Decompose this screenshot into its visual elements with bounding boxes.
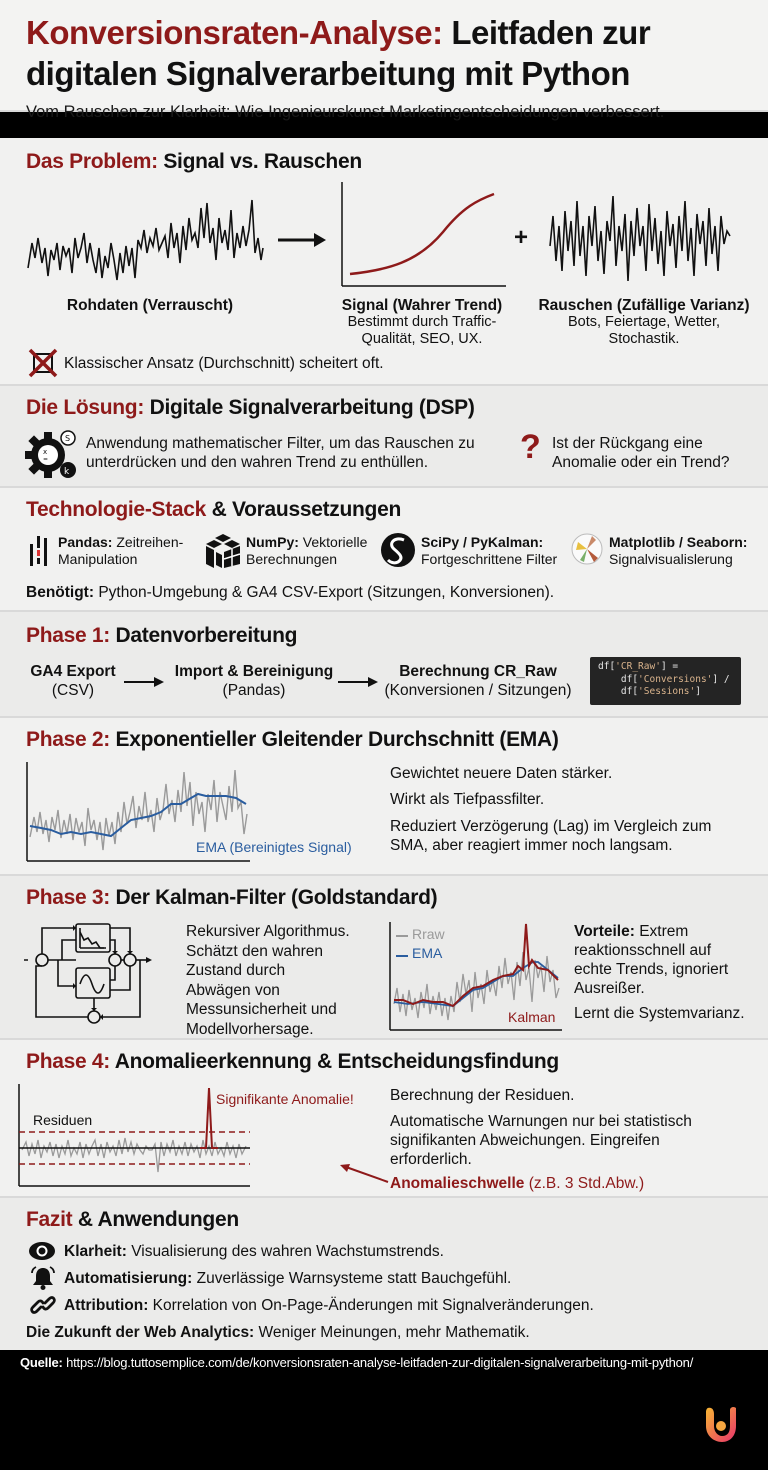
section-problem <box>0 138 768 386</box>
kalman-desc-line: Abwägen von <box>186 981 280 999</box>
signal-desc-line: Bestimmt durch Traffic- <box>347 314 497 330</box>
bell-icon <box>30 1265 56 1291</box>
noise-desc-line: Stochastik. <box>608 331 680 347</box>
conclusion-item-automation <box>64 1269 511 1288</box>
heading-text: Datenvorbereitung <box>115 624 298 647</box>
signal-description <box>322 314 522 348</box>
step-title: Berechnung CR_Raw <box>399 663 557 680</box>
svg-text:k: k <box>64 467 70 477</box>
legend-raw: Rraw <box>412 926 445 942</box>
section-heading <box>26 624 297 648</box>
heading-text: & Voraussetzungen <box>211 498 401 521</box>
svg-text:=: = <box>43 456 49 463</box>
noise-label: Rauschen (Zufällige Varianz) <box>538 297 750 314</box>
kalman-desc-line: Messunsicherheit und <box>186 1001 337 1018</box>
phase2-point: Wirkt als Tiefpassfilter. <box>390 791 545 808</box>
conclusion-item-text: Visualisierung des wahren Wachstumstrends. <box>131 1243 444 1260</box>
solution-desc-line: unterdrücken und den wahren Trend zu enthüllen. <box>86 454 429 471</box>
advantages-text: Extrem <box>639 923 689 940</box>
title-line-1 <box>26 14 650 52</box>
advantages-label: Vorteile: <box>574 923 635 940</box>
heading-text: Exponentieller Gleitender Durchschnitt (EMA) <box>115 728 559 751</box>
numpy-icon <box>204 532 242 570</box>
step-compute-cr-raw <box>380 662 576 700</box>
code-token: ] <box>695 686 701 697</box>
solution-question <box>552 434 730 472</box>
future-label: Die Zukunft der Web Analytics: <box>26 1324 255 1341</box>
arrow-right-icon <box>124 675 166 689</box>
phase2-point: Gewichtet neuere Daten stärker. <box>390 765 613 782</box>
svg-text:x: x <box>43 448 48 456</box>
raw-data-waveform <box>26 188 266 288</box>
stack-item-name: SciPy / PyKalman: <box>421 534 544 550</box>
threshold-label: Anomalieschwelle <box>390 1175 525 1192</box>
stack-item-desc: Fortgeschrittene Filter <box>421 551 558 567</box>
conclusion-item-text: Zuverlässige Warnsysteme statt Bauchgefühl. <box>196 1270 512 1287</box>
code-token: ] = <box>660 661 679 672</box>
section-heading <box>26 886 437 910</box>
stack-item-scipy <box>421 534 557 568</box>
brand-logo-icon <box>704 1404 738 1444</box>
stack-item-name: Pandas: <box>58 534 113 550</box>
pandas-icon <box>28 534 52 568</box>
kalman-desc-line: Modellvorhersage. <box>186 1020 314 1038</box>
heading-accent: Das Problem: <box>26 150 158 173</box>
conclusion-item-label: Attribution: <box>64 1297 149 1314</box>
section-heading <box>26 498 401 522</box>
section-tech-stack <box>0 488 768 612</box>
code-snippet <box>590 657 741 705</box>
noise-waveform <box>548 186 734 288</box>
eye-icon <box>28 1241 56 1261</box>
kalman-advantages <box>574 922 728 998</box>
advantages-text: echte Trends, ignoriert <box>574 961 729 978</box>
solution-description <box>86 434 475 472</box>
kalman-description <box>186 922 350 1039</box>
scipy-icon <box>380 532 416 568</box>
code-token: df[ <box>598 673 639 685</box>
stack-item-numpy <box>246 534 367 568</box>
section-heading <box>26 728 559 752</box>
crossed-box-icon <box>28 348 58 378</box>
future-text: Weniger Meinungen, mehr Mathematik. <box>258 1324 530 1341</box>
conclusion-item-label: Automatisierung: <box>64 1270 193 1287</box>
phase2-point: Reduziert Verzögerung (Lag) im Vergleich zum <box>390 818 712 835</box>
header <box>0 0 768 112</box>
section-phase-2 <box>0 718 768 876</box>
section-phase-4 <box>0 1040 768 1198</box>
advantages-text: reaktionsschnell auf <box>574 942 711 959</box>
section-phase-1 <box>0 612 768 718</box>
kalman-block-diagram-icon <box>22 920 178 1030</box>
stack-item-name: Matplotlib / Seaborn: <box>609 534 748 550</box>
anomaly-threshold <box>390 1174 644 1193</box>
signal-desc-line: Qualität, SEO, UX. <box>361 331 483 347</box>
title-rest: Leitfaden zur <box>451 14 651 51</box>
phase4-point: signifikanten Abweichungen. Eingreifen <box>390 1132 660 1149</box>
section-heading <box>26 1208 239 1232</box>
anomaly-label: Signifikante Anomalie! <box>216 1091 354 1107</box>
section-conclusion <box>0 1198 768 1350</box>
conclusion-item-text: Korrelation von On-Page-Änderungen mit Signalveränderungen. <box>152 1297 594 1314</box>
future-statement <box>26 1323 530 1342</box>
question-mark-icon: ? <box>520 428 541 466</box>
requirements-note <box>26 583 554 602</box>
heading-accent: Die Lösung: <box>26 396 145 419</box>
step-title: GA4 Export <box>30 663 116 680</box>
legend-ema: EMA <box>412 945 443 961</box>
question-line: Anomalie oder ein Trend? <box>552 454 730 471</box>
stack-item-desc: Zeitreihen- <box>116 534 184 550</box>
residuals-label: Residuen <box>33 1112 93 1128</box>
conclusion-item-label: Klarheit: <box>64 1243 127 1260</box>
title-accent: Konversionsraten-Analyse: <box>26 14 443 51</box>
conclusion-item-clarity <box>64 1242 444 1261</box>
source-link[interactable]: https://blog.tuttosemplice.com/de/konversionsraten-analyse-leitfaden-zur-digitalen-signalverarbeitung-mit-python/ <box>66 1355 694 1370</box>
arrow-right-icon <box>278 230 328 250</box>
classic-approach-note: Klassischer Ansatz (Durchschnitt) scheitert oft. <box>64 355 384 372</box>
stack-item-desc: Manipulation <box>58 551 138 567</box>
section-heading <box>26 1050 559 1074</box>
code-string: 'Sessions' <box>638 686 696 697</box>
signal-trend-chart <box>338 182 506 288</box>
stack-item-name: NumPy: <box>246 534 299 550</box>
step-import-clean <box>166 662 342 700</box>
signal-label: Signal (Wahrer Trend) <box>341 297 503 314</box>
stack-item-desc: Berechnungen <box>246 551 338 567</box>
heading-accent: Phase 4: <box>26 1050 110 1073</box>
heading-text: Digitale Signalverarbeitung (DSP) <box>149 396 475 419</box>
phase2-point: SMA, aber reagiert immer noch langsam. <box>390 837 673 854</box>
stack-item-pandas <box>58 534 183 568</box>
source-label: Quelle: <box>20 1355 63 1370</box>
advantages-text: Ausreißer. <box>574 980 645 997</box>
conclusion-item-attribution <box>64 1296 594 1315</box>
requirements-label: Benötigt: <box>26 584 95 601</box>
question-line: Ist der Rückgang eine <box>552 435 703 452</box>
heading-accent: Technologie-Stack <box>26 498 207 521</box>
phase4-point: Automatische Warnungen nur bei statistisch <box>390 1113 692 1130</box>
ema-chart-label: EMA (Bereinigtes Signal) <box>196 839 352 855</box>
heading-accent: Fazit <box>26 1208 73 1231</box>
svg-text:S: S <box>65 434 71 443</box>
solution-desc-line: Anwendung mathematischer Filter, um das Rauschen zu <box>86 435 475 452</box>
requirements-text: Python-Umgebung & GA4 CSV-Export (Sitzungen, Konversionen). <box>98 584 555 601</box>
section-heading <box>26 150 362 174</box>
step-title: Import & Bereinigung <box>174 663 334 680</box>
code-token: ] / <box>712 673 730 685</box>
step-sub: (Konversionen / Sitzungen) <box>384 682 572 699</box>
kalman-desc-line: Schätzt den wahren <box>186 942 324 960</box>
phase4-point: Berechnung der Residuen. <box>390 1087 575 1104</box>
link-icon <box>30 1292 56 1318</box>
heading-accent: Phase 2: <box>26 728 110 751</box>
kalman-desc-line: Rekursiver Algorithmus. <box>186 923 350 940</box>
gear-math-icon <box>24 428 80 480</box>
stack-item-desc: Signalvisualislerung <box>609 551 733 567</box>
arrow-pointer-icon <box>338 1162 390 1186</box>
step-sub: (CSV) <box>51 682 95 699</box>
heading-text: & Anwendungen <box>77 1208 239 1231</box>
phase4-point: erforderlich. <box>390 1151 472 1168</box>
heading-accent: Phase 3: <box>26 886 110 909</box>
stack-item-desc: Vektorielle <box>302 534 368 550</box>
code-token: df[ <box>598 686 639 697</box>
code-token: df[ <box>598 661 616 672</box>
raw-data-label: Rohdaten (Verrauscht) <box>66 297 234 314</box>
code-string: 'Conversions' <box>638 673 713 685</box>
plus-sign: + <box>514 224 529 251</box>
section-heading <box>26 396 475 420</box>
heading-accent: Phase 1: <box>26 624 110 647</box>
section-solution <box>0 386 768 488</box>
kalman-desc-line: Zustand durch <box>186 962 286 979</box>
source-citation <box>20 1355 693 1370</box>
legend-kalman: Kalman <box>508 1009 556 1025</box>
noise-desc-line: Bots, Feiertage, Wetter, <box>567 314 721 330</box>
threshold-note: (z.B. 3 Std.Abw.) <box>528 1175 645 1192</box>
step-sub: (Pandas) <box>222 682 286 699</box>
title-line-2: digitalen Signalverarbeitung mit Python <box>26 55 630 92</box>
code-string: 'CR_Raw' <box>615 661 661 672</box>
step-ga4-export <box>20 662 126 700</box>
heading-text: Signal vs. Rauschen <box>163 150 362 173</box>
arrow-right-icon <box>338 675 380 689</box>
matplotlib-icon <box>570 532 604 566</box>
subtitle: Vom Rauschen zur Klarheit: Wie Ingenieurskunst Marketingentscheidungen verbessert. <box>26 103 665 121</box>
section-phase-3 <box>0 876 768 1040</box>
noise-description <box>524 314 764 348</box>
stack-item-matplotlib <box>609 534 747 568</box>
heading-text: Der Kalman-Filter (Goldstandard) <box>115 886 438 909</box>
heading-text: Anomalieerkennung & Entscheidungsfindung <box>114 1050 559 1073</box>
kalman-learns-variance: Lernt die Systemvarianz. <box>574 1005 745 1022</box>
